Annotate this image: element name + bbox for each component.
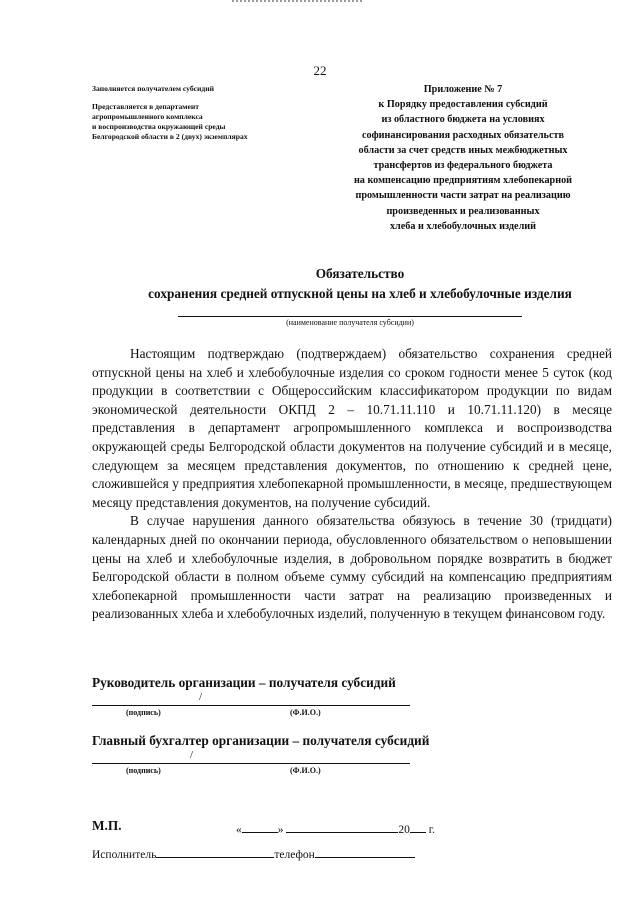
accountant-signature-line[interactable]	[92, 763, 410, 764]
appendix-title: Приложение № 7	[423, 84, 503, 95]
phone-label: телефон	[274, 849, 315, 861]
appendix-header	[318, 82, 608, 234]
executor-row	[92, 846, 415, 861]
document-heading	[60, 264, 640, 304]
accountant-name-caption: (Ф.И.О.)	[290, 766, 321, 775]
recipient-name-caption: (наименование получателя субсидии)	[286, 318, 414, 327]
note-line: Белгородской области в 2 (двух) экземплярах	[92, 132, 248, 141]
executor-field[interactable]	[156, 846, 274, 858]
head-name-caption: (Ф.И.О.)	[290, 708, 321, 717]
date-quote-open: «	[236, 824, 242, 836]
recipient-name-line[interactable]	[178, 316, 522, 317]
appendix-line: трансфертов из федерального бюджета	[373, 160, 553, 172]
head-signature-line[interactable]	[92, 705, 410, 706]
scan-top-edge	[232, 0, 362, 5]
page-number: 22	[313, 63, 327, 78]
note-line: Представляется в департамент	[92, 102, 199, 111]
date-month-field[interactable]	[286, 821, 398, 833]
executor-label: Исполнитель	[92, 849, 157, 861]
date-quote-close: »	[277, 824, 284, 836]
accountant-signature-slash: /	[190, 749, 194, 761]
obligation-text	[92, 345, 612, 624]
phone-field[interactable]	[315, 846, 415, 858]
appendix-line: к Порядку предоставления субсидий	[378, 99, 548, 111]
document-title: Обязательство	[315, 266, 405, 281]
date-year-suffix: г.	[428, 824, 436, 836]
obligation-paragraph: Настоящим подтверждаю (подтверждаем) обязательство сохранения средней отпускной цены на хлеб и хлебобулочные изделия со сроком годности менее 5 суток (код продукции в соответствии с Общероссийским классификатором продукции по видам экономической деятельности ОКПД 2 – 10.71.11.110 и 10.71.11.120) в месяце представления в департамент агропромышленного комплекса и воспроизводства окружающей среды Белгородской области документов на получение субсидий и в месяце, следующем за месяцем представления документов, по отношению к средней цене, сложившейся у предприятия хлебопекарной промышленности, в месяце, предшествующем месяцу представления документов, на получение субсидий.	[92, 346, 612, 510]
penalty-paragraph: В случае нарушения данного обязательства обязуюсь в течение 30 (тридцати) календарных дней по окончании периода, обусловленного обязательством о неповышении цены на хлеб и хлебобулочные изделия, в добровольном порядке возвратить в бюджет Белгородской области в полном объеме сумму субсидий на компенсацию предприятиям хлебопекарной промышленности части затрат на реализацию произведенных и реализованных хлеба и хлебобулочных изделий, полученную в текущем финансовом году.	[92, 513, 612, 622]
appendix-line: на компенсацию предприятиям хлебопекарной	[353, 175, 573, 187]
note-line: Заполняется получателем субсидий	[92, 84, 215, 93]
appendix-line: произведенных и реализованных	[386, 205, 540, 217]
note-line: и воспроизводства окружающей среды	[92, 122, 226, 131]
date-row	[236, 821, 435, 836]
note-line: агропромышленного комплекса	[92, 112, 203, 121]
head-signature-slash: /	[199, 691, 203, 703]
submission-note	[92, 84, 248, 142]
appendix-line: промышленности части затрат на реализацию	[355, 190, 571, 202]
head-signature-caption: (подпись)	[126, 708, 161, 717]
date-year-field[interactable]	[410, 821, 426, 833]
date-day-field[interactable]	[242, 821, 278, 833]
appendix-line: хлеба и хлебобулочных изделий	[389, 220, 537, 232]
date-year-prefix: 20	[398, 824, 410, 836]
accountant-signature-caption: (подпись)	[126, 766, 161, 775]
accountant-signature-title: Главный бухгалтер организации – получателя субсидий	[92, 733, 430, 748]
appendix-line: области за счет средств иных межбюджетных	[358, 144, 568, 156]
stamp-place-label: М.П.	[92, 818, 122, 833]
document-subtitle: сохранения средней отпускной цены на хлеб и хлебобулочные изделия	[148, 286, 572, 301]
appendix-line: из областного бюджета на условиях	[381, 114, 545, 126]
head-signature-title: Руководитель организации – получателя субсидий	[92, 675, 396, 690]
appendix-line: софинансирования расходных обязательств	[362, 129, 564, 141]
